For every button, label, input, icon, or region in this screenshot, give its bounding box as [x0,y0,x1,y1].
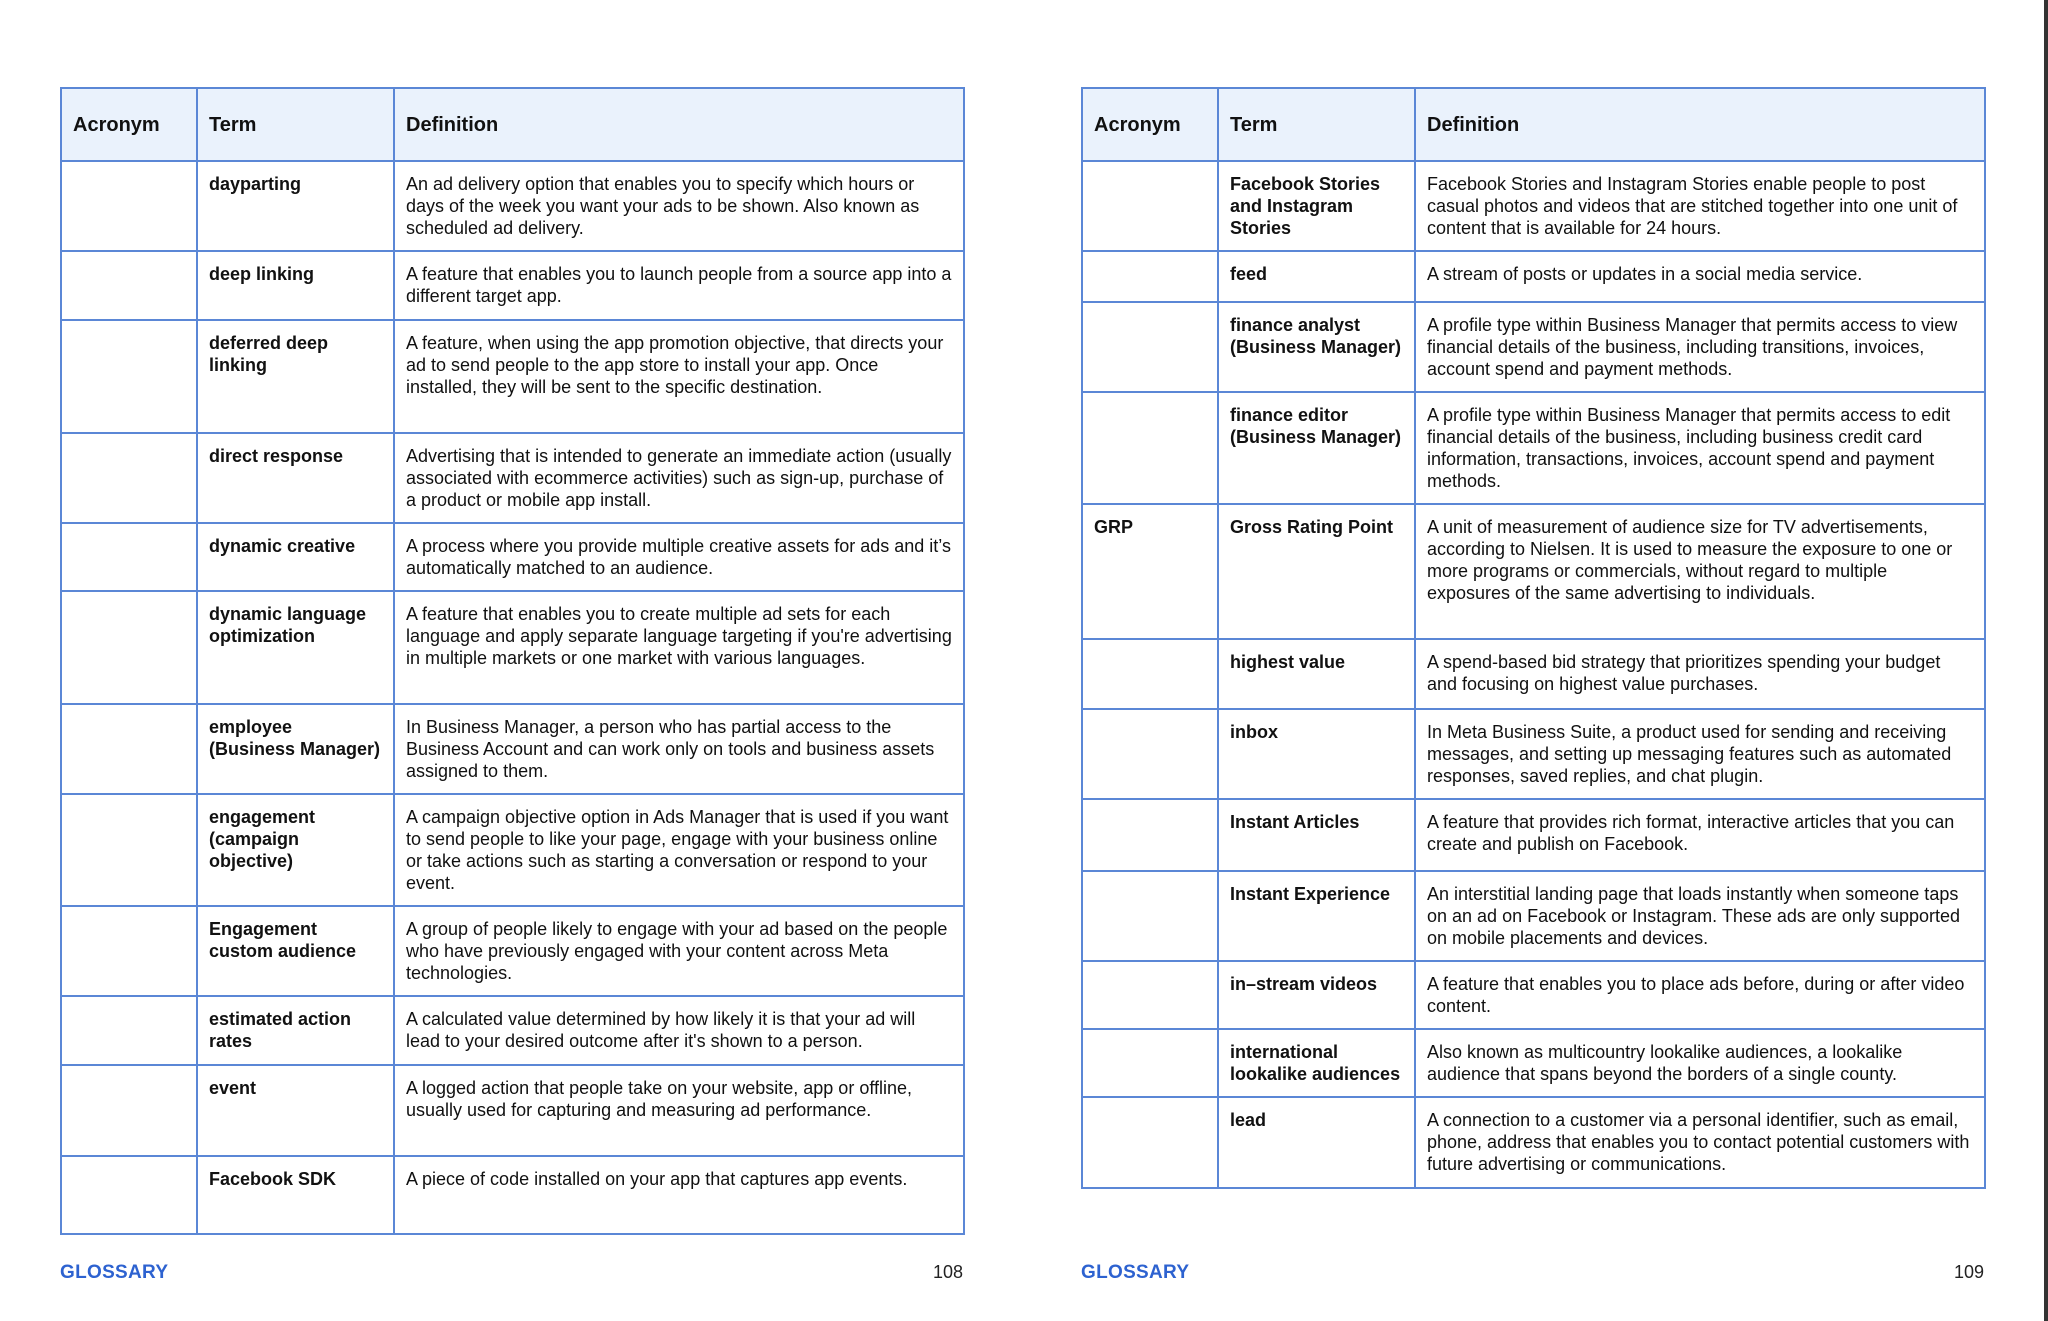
table-row [1082,504,1985,639]
column-header-definition: Definition [394,88,964,161]
acronym-cell [1082,871,1218,961]
table-row [61,906,964,996]
definition-cell: A feature that enables you to place ads before, during or after video content. [1415,961,1985,1029]
definition-cell: A connection to a customer via a personal identifier, such as email, phone, address that enables you to contact potential customers with future advertising or communications. [1415,1097,1985,1188]
table-row [1082,392,1985,504]
window-edge-scrollbar[interactable] [2044,0,2048,1321]
acronym-cell [61,320,197,433]
section-label: GLOSSARY [1081,1262,1190,1283]
term-cell: employee (Business Manager) [197,704,394,794]
column-header-acronym: Acronym [61,88,197,161]
glossary-page-108 [60,0,963,1321]
term-cell: deep linking [197,251,394,320]
table-row [61,161,964,251]
definition-cell: A logged action that people take on your website, app or offline, usually used for capturing and measuring ad performance. [394,1065,964,1156]
definition-cell: A stream of posts or updates in a social media service. [1415,251,1985,302]
acronym-cell [61,161,197,251]
table-header-row [1082,88,1985,161]
table-row [61,1065,964,1156]
definition-cell: A feature that enables you to create multiple ad sets for each language and apply separate language targeting if you're advertising in multiple markets or one market with various languages. [394,591,964,704]
page-number: 108 [932,1262,963,1282]
column-header-term: Term [1218,88,1415,161]
glossary-table [60,87,965,1235]
table-row [61,320,964,433]
acronym-cell [1082,709,1218,799]
acronym-cell [1082,1097,1218,1188]
acronym-cell [1082,961,1218,1029]
table-row [1082,639,1985,709]
definition-cell: A calculated value determined by how likely it is that your ad will lead to your desired outcome after it's shown to a person. [394,996,964,1065]
definition-cell: A profile type within Business Manager that permits access to view financial details of the business, including transitions, invoices, account spend and payment methods. [1415,302,1985,392]
acronym-cell [61,996,197,1065]
definition-cell: In Meta Business Suite, a product used for sending and receiving messages, and setting up messaging features such as automated responses, saved replies, and chat plugin. [1415,709,1985,799]
definition-cell: A process where you provide multiple creative assets for ads and it’s automatically matched to an audience. [394,523,964,591]
term-cell: Gross Rating Point [1218,504,1415,639]
acronym-cell [61,704,197,794]
term-cell: Instant Articles [1218,799,1415,871]
table-row [61,794,964,906]
definition-cell: An ad delivery option that enables you to specify which hours or days of the week you want your ads to be shown. Also known as scheduled ad delivery. [394,161,964,251]
definition-cell: A feature that enables you to launch people from a source app into a different target app. [394,251,964,320]
table-header-row [61,88,964,161]
acronym-cell [1082,161,1218,251]
acronym-cell [1082,1029,1218,1097]
glossary-table [1081,87,1986,1189]
acronym-cell [1082,302,1218,392]
table-row [1082,961,1985,1029]
term-cell: Facebook SDK [197,1156,394,1234]
table-row [61,591,964,704]
definition-cell: A unit of measurement of audience size for TV advertisements, according to Nielsen. It is used to measure the exposure to one or more programs or commercials, without regard to multiple exposures of the same advertising to individuals. [1415,504,1985,639]
term-cell: event [197,1065,394,1156]
acronym-cell [1082,639,1218,709]
term-cell: engagement (campaign objective) [197,794,394,906]
column-header-term: Term [197,88,394,161]
section-label: GLOSSARY [60,1262,169,1283]
term-cell: Engagement custom audience [197,906,394,996]
term-cell: Facebook Stories and Instagram Stories [1218,161,1415,251]
table-row [61,523,964,591]
definition-cell: A piece of code installed on your app that captures app events. [394,1156,964,1234]
term-cell: in–stream videos [1218,961,1415,1029]
table-row [61,996,964,1065]
term-cell: inbox [1218,709,1415,799]
table-row [61,704,964,794]
acronym-cell [1082,799,1218,871]
table-row [1082,871,1985,961]
acronym-cell [61,523,197,591]
definition-cell: An interstitial landing page that loads instantly when someone taps on an ad on Facebook or Instagram. These ads are only supported on mobile placements and devices. [1415,871,1985,961]
acronym-cell [61,794,197,906]
table-row [1082,709,1985,799]
definition-cell: A feature, when using the app promotion objective, that directs your ad to send people to the app store to install your app. Once installed, they will be sent to the specific destination. [394,320,964,433]
term-cell: direct response [197,433,394,523]
acronym-cell [61,251,197,320]
term-cell: finance analyst (Business Manager) [1218,302,1415,392]
term-cell: estimated action rates [197,996,394,1065]
term-cell: dynamic creative [197,523,394,591]
table-row [1082,161,1985,251]
table-row [1082,799,1985,871]
term-cell: lead [1218,1097,1415,1188]
acronym-cell [61,1065,197,1156]
definition-cell: A feature that provides rich format, interactive articles that you can create and publish on Facebook. [1415,799,1985,871]
definition-cell: A campaign objective option in Ads Manager that is used if you want to send people to like your page, engage with your business online or take actions such as starting a conversation or respond to your event. [394,794,964,906]
term-cell: deferred deep linking [197,320,394,433]
acronym-cell [61,591,197,704]
glossary-page-109 [1081,0,1984,1321]
acronym-cell [1082,251,1218,302]
page-number: 109 [1953,1262,1984,1282]
definition-cell: Facebook Stories and Instagram Stories enable people to post casual photos and videos that are stitched together into one unit of content that is available for 24 hours. [1415,161,1985,251]
table-row [1082,251,1985,302]
table-row [61,433,964,523]
term-cell: finance editor (Business Manager) [1218,392,1415,504]
definition-cell: A profile type within Business Manager that permits access to edit financial details of the business, including business credit card information, transactions, invoices, account spend and payment methods. [1415,392,1985,504]
definition-cell: Also known as multicountry lookalike audiences, a lookalike audience that spans beyond the borders of a single county. [1415,1029,1985,1097]
term-cell: highest value [1218,639,1415,709]
definition-cell: In Business Manager, a person who has partial access to the Business Account and can work only on tools and business assets assigned to them. [394,704,964,794]
table-row [1082,1097,1985,1188]
table-row [61,1156,964,1234]
definition-cell: A group of people likely to engage with your ad based on the people who have previously engaged with your content across Meta technologies. [394,906,964,996]
term-cell: dayparting [197,161,394,251]
definition-cell: A spend-based bid strategy that prioritizes spending your budget and focusing on highest value purchases. [1415,639,1985,709]
column-header-acronym: Acronym [1082,88,1218,161]
acronym-cell: GRP [1082,504,1218,639]
term-cell: Instant Experience [1218,871,1415,961]
column-header-definition: Definition [1415,88,1985,161]
table-row [1082,302,1985,392]
acronym-cell [61,906,197,996]
term-cell: international lookalike audiences [1218,1029,1415,1097]
table-row [61,251,964,320]
term-cell: dynamic language optimization [197,591,394,704]
definition-cell: Advertising that is intended to generate an immediate action (usually associated with ecommerce activities) such as sign-up, purchase of a product or mobile app install. [394,433,964,523]
term-cell: feed [1218,251,1415,302]
acronym-cell [61,1156,197,1234]
acronym-cell [1082,392,1218,504]
table-row [1082,1029,1985,1097]
acronym-cell [61,433,197,523]
